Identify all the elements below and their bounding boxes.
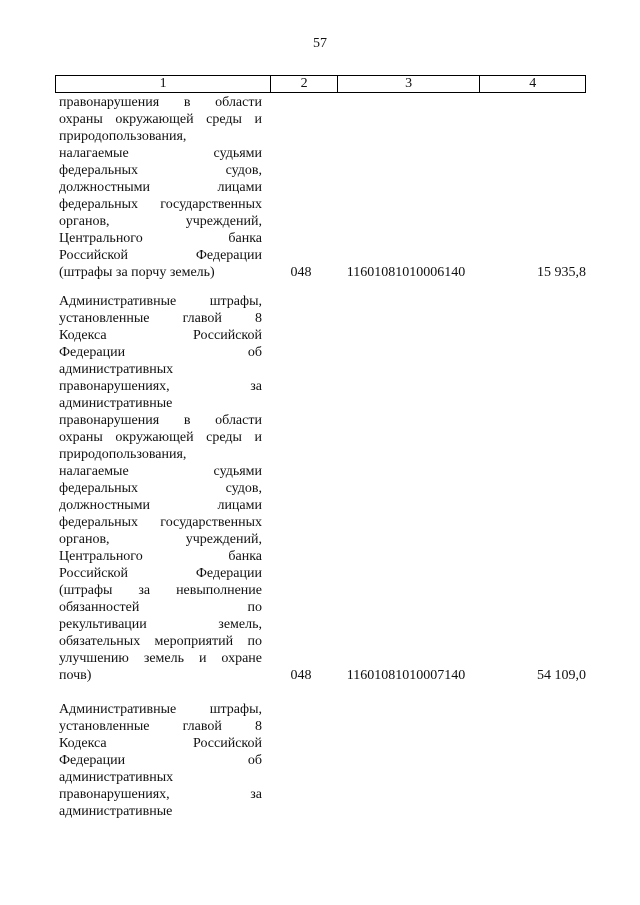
description-word: главой — [182, 311, 222, 326]
description-line — [59, 230, 262, 247]
description-word: в — [183, 413, 191, 428]
row-description — [59, 94, 262, 281]
description-word: учреждений, — [185, 214, 262, 229]
description-word: должностными — [59, 180, 151, 195]
description-word: природопользования, — [59, 447, 187, 462]
description-word: об — [247, 753, 262, 768]
description-word: охраны — [59, 112, 103, 127]
description-word: Российской — [59, 248, 128, 263]
description-line — [59, 264, 262, 281]
description-word: мероприятий — [154, 634, 234, 649]
description-word: судьями — [213, 464, 262, 479]
description-word: штрафы, — [209, 294, 262, 309]
description-word: обязанностей — [59, 600, 140, 615]
description-word: Федерации — [195, 248, 262, 263]
description-word: налагаемые — [59, 464, 129, 479]
description-line — [59, 565, 262, 582]
description-word: Кодекса — [59, 328, 107, 343]
description-word: за — [250, 787, 262, 802]
description-line — [59, 752, 262, 769]
row-description — [59, 701, 262, 820]
description-word: установленные — [59, 719, 150, 734]
description-word: по — [247, 634, 262, 649]
description-line — [59, 531, 262, 548]
description-word: почв) — [59, 668, 92, 683]
table-header-row — [55, 75, 586, 93]
description-line — [59, 179, 262, 196]
description-word: правонарушениях, — [59, 787, 170, 802]
description-line — [59, 582, 262, 599]
description-line — [59, 196, 262, 213]
description-line — [59, 446, 262, 463]
description-line — [59, 667, 262, 684]
description-line — [59, 94, 262, 111]
description-word: федеральных — [59, 515, 139, 530]
description-line — [59, 378, 262, 395]
description-word: банка — [228, 549, 262, 564]
description-word: области — [215, 95, 262, 110]
description-line — [59, 616, 262, 633]
description-word: (штрафы — [59, 583, 113, 598]
description-word: административные — [59, 804, 173, 819]
description-word: и — [254, 112, 262, 127]
description-word: лицами — [217, 498, 262, 513]
header-col-4: 4 — [529, 76, 537, 91]
header-col-2: 2 — [271, 76, 338, 92]
description-word: административных — [59, 362, 174, 377]
description-line — [59, 162, 262, 179]
description-word: за — [250, 379, 262, 394]
description-word: природопользования, — [59, 129, 187, 144]
row-amount: 15 935,8 — [537, 265, 586, 280]
description-word: должностными — [59, 498, 151, 513]
description-word: и — [254, 430, 262, 445]
description-line — [59, 145, 262, 162]
description-word: судов, — [225, 163, 262, 178]
description-word: федеральных — [59, 163, 139, 178]
description-word: области — [215, 413, 262, 428]
description-line — [59, 599, 262, 616]
description-word: судов, — [225, 481, 262, 496]
description-word: Федерации — [59, 345, 126, 360]
description-line — [59, 128, 262, 145]
description-word: 8 — [254, 311, 262, 326]
row-code: 048 — [290, 265, 312, 280]
description-word: невыполнение — [176, 583, 262, 598]
row-kbk: 11601081010006140 — [346, 265, 466, 280]
description-word: государственных — [160, 197, 262, 212]
description-line — [59, 514, 262, 531]
description-word: административных — [59, 770, 174, 785]
description-word: правонарушениях, — [59, 379, 170, 394]
description-word: главой — [182, 719, 222, 734]
description-line — [59, 650, 262, 667]
description-word: Российской — [193, 328, 262, 343]
description-word: земель — [143, 651, 185, 666]
description-word: об — [247, 345, 262, 360]
description-word: органов, — [59, 532, 110, 547]
description-word: штрафы, — [209, 702, 262, 717]
description-line — [59, 548, 262, 565]
description-word: охраны — [59, 430, 103, 445]
description-word: правонарушения — [59, 413, 160, 428]
description-line — [59, 718, 262, 735]
description-word: федеральных — [59, 481, 139, 496]
description-word: за — [138, 583, 151, 598]
description-word: окружающей — [115, 430, 194, 445]
description-line — [59, 412, 262, 429]
description-line — [59, 344, 262, 361]
description-word: и — [198, 651, 207, 666]
description-word: Российской — [193, 736, 262, 751]
description-word: охране — [221, 651, 262, 666]
description-word: в — [183, 95, 191, 110]
description-line — [59, 735, 262, 752]
description-line — [59, 463, 262, 480]
header-col-1: 1 — [56, 76, 271, 92]
description-word: (штрафы за порчу земель) — [59, 265, 215, 280]
description-word: окружающей — [115, 112, 194, 127]
description-word: Кодекса — [59, 736, 107, 751]
description-line — [59, 395, 262, 412]
table-row — [59, 94, 586, 281]
description-word: Федерации — [195, 566, 262, 581]
description-line — [59, 803, 262, 820]
page-number: 57 — [313, 36, 327, 51]
description-word: Центрального — [59, 231, 143, 246]
description-line — [59, 633, 262, 650]
row-code: 048 — [290, 668, 312, 683]
description-word: рекультивации — [59, 617, 147, 632]
description-line — [59, 361, 262, 378]
description-word: учреждений, — [185, 532, 262, 547]
row-kbk: 11601081010007140 — [346, 668, 466, 683]
description-line — [59, 786, 262, 803]
description-word: Административные — [59, 294, 177, 309]
description-word: 8 — [254, 719, 262, 734]
description-word: улучшению — [59, 651, 129, 666]
description-word: налагаемые — [59, 146, 129, 161]
description-line — [59, 769, 262, 786]
description-word: по — [247, 600, 262, 615]
table-row — [59, 293, 586, 684]
description-word: банка — [228, 231, 262, 246]
description-word: Федерации — [59, 753, 126, 768]
description-word: правонарушения — [59, 95, 160, 110]
description-line — [59, 327, 262, 344]
description-line — [59, 701, 262, 718]
description-word: судьями — [213, 146, 262, 161]
description-line — [59, 247, 262, 264]
description-word: федеральных — [59, 197, 139, 212]
description-word: Административные — [59, 702, 177, 717]
description-word: среды — [206, 112, 242, 127]
row-amount: 54 109,0 — [537, 668, 586, 683]
table-row — [59, 701, 586, 820]
description-line — [59, 213, 262, 230]
header-col-3: 3 — [338, 76, 480, 92]
description-word: органов, — [59, 214, 110, 229]
description-word: установленные — [59, 311, 150, 326]
description-line — [59, 480, 262, 497]
description-line — [59, 111, 262, 128]
description-word: государственных — [160, 515, 262, 530]
description-line — [59, 293, 262, 310]
description-word: Центрального — [59, 549, 143, 564]
description-word: административные — [59, 396, 173, 411]
description-word: среды — [206, 430, 242, 445]
description-word: Российской — [59, 566, 128, 581]
description-word: земель, — [218, 617, 262, 632]
description-line — [59, 497, 262, 514]
description-line — [59, 310, 262, 327]
description-line — [59, 429, 262, 446]
description-word: лицами — [217, 180, 262, 195]
row-description — [59, 293, 262, 684]
description-word: обязательных — [59, 634, 141, 649]
